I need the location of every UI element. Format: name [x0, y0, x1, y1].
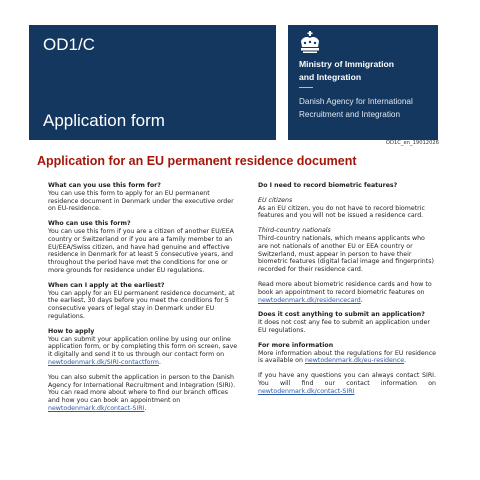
section-text: Third-country nationals, which means applicants who are not nationals of another EU or EEA country or Switzerland, must appear in person to have their biometric features (digital facial image and fingerprints) recorded for their residence card.	[258, 234, 434, 274]
contact-siri-link[interactable]: newtodenmark.dk/contact-SIRI	[48, 404, 145, 412]
section-text: You can also submit the application in person to the Danish Agency for International Recruitment and Integration (SIRI). You can read more about where to find our branch offices and how you can book an appointment on newtodenmark.dk/contact-SIRI.	[48, 373, 236, 412]
right-column	[258, 182, 436, 403]
section-heading: How to apply	[48, 327, 95, 335]
ministry-name: Ministry of Immigration and Integration	[299, 59, 395, 82]
left-column	[48, 182, 238, 420]
contact-siri-link[interactable]: newtodenmark.dk/contact-SIRI	[258, 387, 355, 395]
eu-residence-link[interactable]: newtodenmark.dk/eu-residence	[304, 357, 405, 365]
page-title: Application for an EU permanent residence document	[37, 154, 357, 168]
section-heading: For more information	[258, 341, 334, 349]
section-text: It does not cost any fee to submit an application under EU regulations.	[258, 319, 430, 334]
section-text: If you have any questions you can always contact SIRI. You will find our contact information on newtodenmark.dk/contact-SIRI	[258, 372, 436, 395]
residencecard-link[interactable]: newtodenmark.dk/residencecard	[258, 296, 361, 304]
header-banner	[29, 25, 438, 140]
form-code: OD1/C	[43, 35, 95, 54]
section-text: Read more about biometric residence cards and how to book an appointment to record biometric features on newtodenmark.dk/residencecard.	[258, 280, 432, 304]
section-text: More information about the regulations for EU residence is available on newtodenmark.dk/eu-residence.	[258, 349, 436, 365]
section-text: You can use this form if you are a citizen of another EU/EEA country or Switzerland or if you are a family member to an EU/EEA/Swiss citizen, and have had genuine and effective residence in Denmark for at least 5 consecutive years, and throughout the period have met the conditions for one or more grounds for residence under EU regulations.	[48, 227, 234, 274]
section-text: You can apply for an EU permanent residence document, at the earliest, 30 days before you meet the conditions for 5 consecutive years of legal stay in Denmark under EU regulations.	[48, 289, 235, 320]
banner-divider	[276, 25, 288, 140]
section-text: You can use this form to apply for an EU permanent residence document in Denmark under the executive order on EU-residence.	[48, 189, 234, 213]
section-heading: Who can use this form?	[48, 220, 131, 228]
section-heading: When can I apply at the earliest?	[48, 281, 165, 289]
form-title: Application form	[43, 111, 165, 130]
agency-name: Danish Agency for International Recruitment and Integration	[299, 97, 413, 119]
section-text: As an EU citizen, you do not have to record biometric features and you will not be issued a residence card.	[258, 204, 425, 220]
document-reference: OD1C_en_19012026	[385, 140, 439, 146]
section-text: You can submit your application online by using our online application form, or by completing this form on screen, save it digitally and send it to us through our contact form on newtodenmark.dk/SIRI-contactform.	[48, 335, 238, 366]
banner-rule	[299, 87, 313, 88]
subheading: EU citizens	[258, 196, 293, 204]
section-heading: Do I need to record biometric features?	[258, 182, 398, 189]
section-heading: Does it cost anything to submit an application?	[258, 311, 425, 319]
contact-form-link[interactable]: newtodenmark.dk/SIRI-contactform	[48, 358, 159, 366]
section-heading: What can you use this form for?	[48, 182, 161, 189]
subheading: Third-country nationals	[258, 227, 331, 235]
crown-icon	[297, 30, 323, 56]
